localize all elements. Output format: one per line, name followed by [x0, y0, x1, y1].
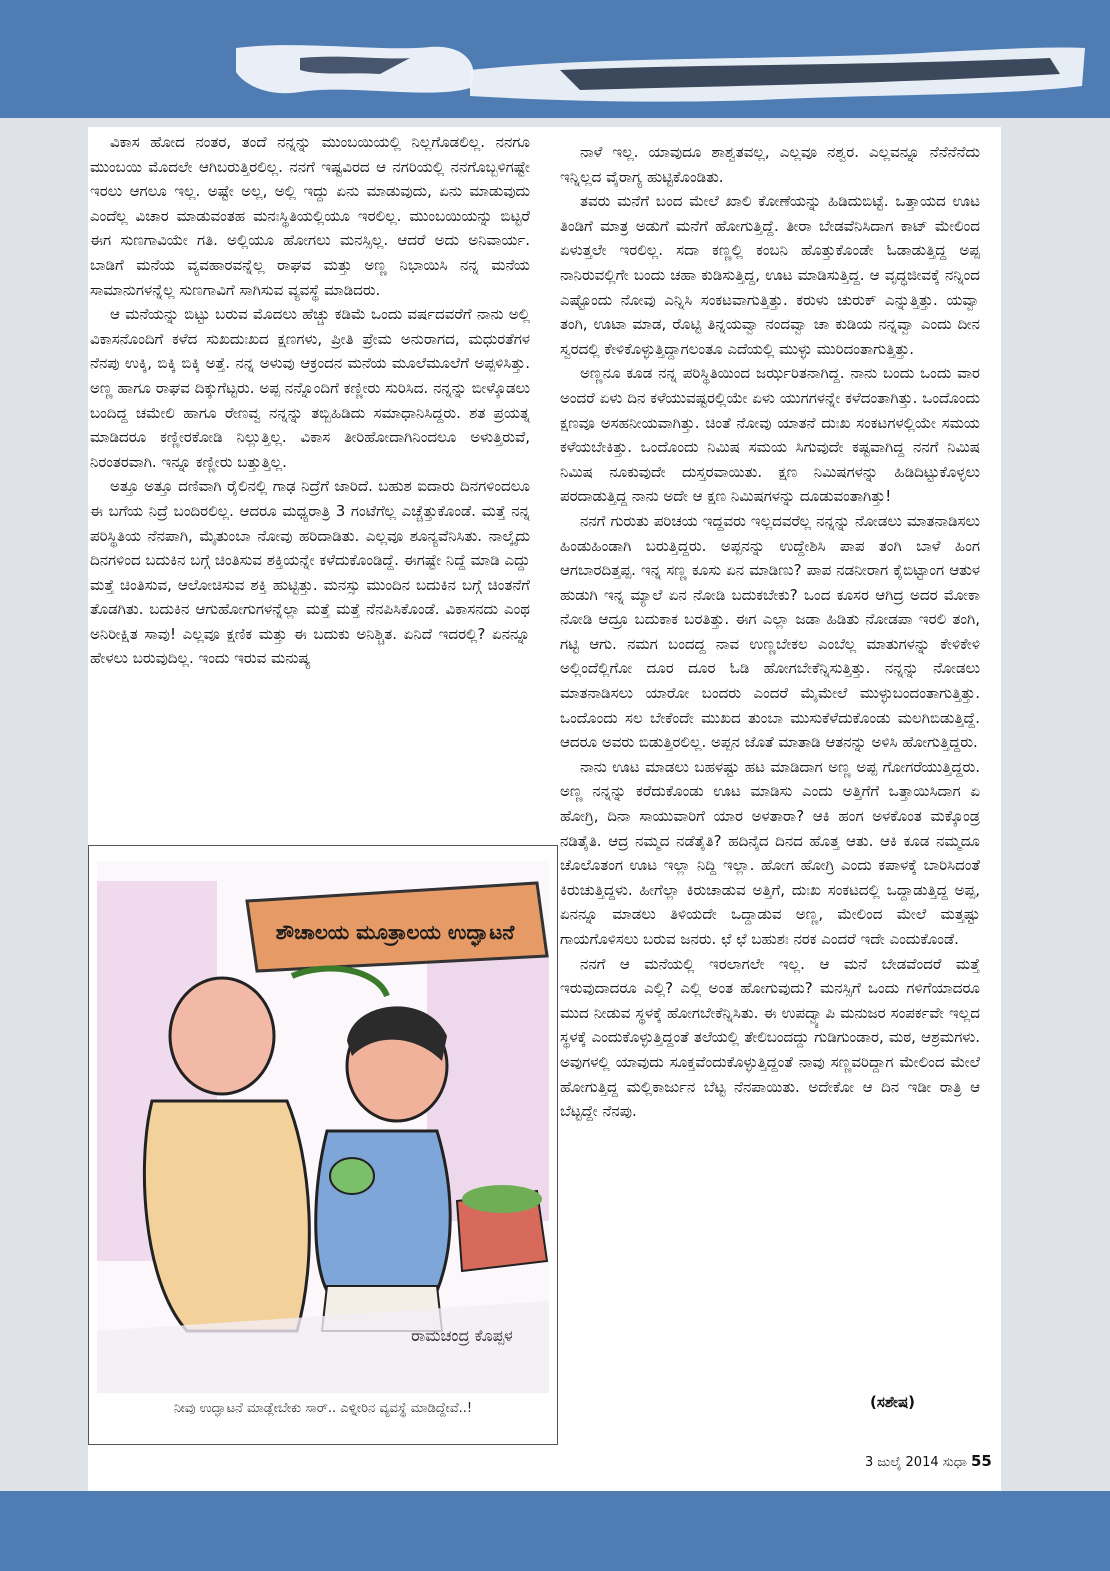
paragraph: ಅಣ್ಣನೂ ಕೂಡ ನನ್ನ ಪರಿಸ್ಥಿತಿಯಿಂದ ಜರ್ಝರಿತನಾಗಿದ್ದ. ನಾನು ಬಂದು ಒಂದು ವಾರ ಅಂದರೆ ಏಳು ದಿನ ಕಳೆಯುವಷ್ಟರಲ್ಲಿಯೇ ಏಳು ಯುಗಗಳನ್ನೇ ಕಳೆದಂತಾಗಿತ್ತು. ಒಂದೊಂದು ಕ್ಷಣವೂ ಅಸಹನೀಯವಾಗಿತ್ತು. ಚಿಂತೆ ನೋವು ಯಾತನೆ ದುಃಖ ಸಂಕಟಗಳಲ್ಲಿಯೇ ಸಮಯ ಕಳೆಯಬೇಕಿತ್ತು. ಒಂದೊಂದು ನಿಮಿಷ ಸಮಯ ಸಿಗುವುದೇ ಕಷ್ಟವಾಗಿದ್ದ ನನಗೆ ನಿಮಿಷ ನಿಮಿಷ ನೂಕುವುದೇ ದುಸ್ತರವಾಯಿತು. ಕ್ಷಣ ನಿಮಿಷಗಳನ್ನು ಹಿಡಿದಿಟ್ಟುಕೊಳ್ಳಲು ಪರದಾಡುತ್ತಿದ್ದ ನಾನು ಅದೇ ಆ ಕ್ಷಣ ನಿಮಿಷಗಳನ್ನು ದೂಡುವಂತಾಗಿತ್ತು!: [560, 364, 980, 506]
paragraph: ನನಗೆ ಗುರುತು ಪರಿಚಯ ಇದ್ದವರು ಇಲ್ಲದವರೆಲ್ಲ ನನ್ನನ್ನು ನೋಡಲು ಮಾತನಾಡಿಸಲು ಹಿಂಡುಹಿಂಡಾಗಿ ಬರುತ್ತಿದ್ದರು. ಅಪ್ಪನನ್ನು ಉದ್ದೇಶಿಸಿ ಪಾಪ ತಂಗಿ ಬಾಳೆ ಹಿಂಗ ಆಗಬಾರದಿತ್ತಪ್ಪ. ಇನ್ನ ಸಣ್ಣ ಕೂಸು ಏನ ಮಾಡಿಣು? ಪಾಪ ನಡನೀರಾಗ ಕೈಬಿಟ್ಟಾಂಗ ಆತುಳ ಹುಡುಗಿ ಇನ್ನ ಮ್ಯಾಲೆ ಏನ ನೋಡಿ ಬದುಕಬೇಕು? ಒಂದ ಕೂಸರ ಆಗಿದ್ರ ಅದರ ಮೋಕಾ ನೋಡಿ ಆದ್ರೂ ಬದುಕಾಕ ಬರತಿತ್ತು. ಈಗ ಎಲ್ಲಾ ಜಡಾ ಹಿಡಿತು ನೋಡಪಾ ಇರಲಿ ತಂಗಿ, ಗಟ್ಟಿ ಆಗು. ನಮಗ ಬಂದದ್ದ ನಾವ ಉಣ್ಣಬೇಕಲ ಎಂಬೆಲ್ಲ ಮಾತುಗಳನ್ನು ಕೇಳಿಕೇಳಿ ಅಲ್ಲಿಂದೆಲ್ಲಿಗೋ ದೂರ ದೂರ ಓಡಿ ಹೋಗಬೇಕೆನ್ನಿಸುತ್ತಿತ್ತು. ನನ್ನನ್ನು ನೋಡಲು ಮಾತನಾಡಿಸಲು ಯಾರೋ ಬಂದರು ಎಂದರೆ ಮೈಮೇಲೆ ಮುಳ್ಳುಬಂದಂತಾಗುತ್ತಿತ್ತು. ಒಂದೊಂದು ಸಲ ಬೇಕೆಂದೇ ಮುಖದ ತುಂಬಾ ಮುಸುಕೆಳೆದುಕೊಂಡು ಮಲಗಿಬಿಡುತ್ತಿದ್ದೆ. ಆದರೂ ಅವರು ಬಿಡುತ್ತಿರಲಿಲ್ಲ. ಅಪ್ಪನ ಜೊತೆ ಮಾತಾಡಿ ಆತನನ್ನು ಅಳಿಸಿ ಹೋಗುತ್ತಿದ್ದರು.: [560, 511, 980, 752]
cartoon-caption: ನೀವು ಉದ್ಘಾಟನೆ ಮಾಡ್ಲೇಬೇಕು ಸಾರ್.. ಎಳ್ನೀರಿನ ವ್ಯವಸ್ಥೆ ಮಾಡಿದ್ದೇವೆ..!: [173, 1401, 473, 1416]
paragraph: ಆ ಮನೆಯನ್ನು ಬಿಟ್ಟು ಬರುವ ಮೊದಲು ಹೆಚ್ಚು ಕಡಿಮೆ ಒಂದು ವರ್ಷದವರೆಗೆ ನಾನು ಅಲ್ಲಿ ವಿಕಾಸನೊಂದಿಗೆ ಕಳೆದ ಸುಖದುಃಖದ ಕ್ಷಣಗಳು, ಪ್ರೀತಿ ಪ್ರೇಮ ಅನುರಾಗದ, ಮಧುರತೆಗಳ ನೆನಪು ಉಕ್ಕಿ, ಬಿಕ್ಕಿ ಬಿಕ್ಕಿ ಅತ್ತೆ. ನನ್ನ ಅಳುವು ಆಕ್ರಂದನ ಮನೆಯ ಮೂಲೆಮೂಲೆಗೆ ಅಪ್ಪಳಿಸಿತ್ತು. ಅಣ್ಣ ಹಾಗೂ ರಾಘವ ದಿಕ್ಕುಗೆಟ್ಟರು. ಅಪ್ಪ ನನ್ನೊಂದಿಗೆ ಕಣ್ಣೀರು ಸುರಿಸಿದ. ನನ್ನನ್ನು ಬೀಳ್ಕೊಡಲು ಬಂದಿದ್ದ ಚಮೇಲಿ ಹಾಗೂ ರೇಣವ್ವ ನನ್ನನ್ನು ತಬ್ಬಿಹಿಡಿದು ಸಮಾಧಾನಿಸಿದ್ದರು. ಶತ ಪ್ರಯತ್ನ ಮಾಡಿದರೂ ಕಣ್ಣೀರಕೋಡಿ ನಿಲ್ಲುತ್ತಿಲ್ಲ. ವಿಕಾಸ ತೀರಿಹೋದಾಗಿನಿಂದಲೂ ಅಳುತ್ತಿರುವೆ, ನಿರಂತರವಾಗಿ. ಇನ್ನೂ ಕಣ್ಣೀರು ಬತ್ತುತ್ತಿಲ್ಲ.: [90, 305, 530, 471]
page-number: 55: [970, 1452, 992, 1470]
paragraph: ತವರು ಮನೆಗೆ ಬಂದ ಮೇಲೆ ಖಾಲಿ ಕೋಣೆಯನ್ನು ಹಿಡಿದುಬಿಟ್ಟೆ. ಒತ್ತಾಯದ ಊಟ ತಿಂಡಿಗೆ ಮಾತ್ರ ಅಡುಗೆ ಮನೆಗೆ ಹೋಗುತ್ತಿದ್ದೆ. ತೀರಾ ಬೇಡವೆನಿಸಿದಾಗ ಕಾಟ್ ಮೇಲಿಂದ ಏಳುತ್ತಲೇ ಇರಲಿಲ್ಲ. ಸದಾ ಕಣ್ಣಲ್ಲಿ ಕಂಬನಿ ಹೊತ್ತುಕೊಂಡೇ ಓಡಾಡುತ್ತಿದ್ದ ಅಪ್ಪ ನಾನಿರುವಲ್ಲಿಗೇ ಬಂದು ಚಹಾ ಕುಡಿಸುತ್ತಿದ್ದ, ಊಟ ಮಾಡಿಸುತ್ತಿದ್ದ. ಆ ವೃದ್ಧಜೀವಕ್ಕೆ ನನ್ನಿಂದ ಎಷ್ಟೊಂದು ನೋವು ಎನ್ನಿಸಿ ಸಂಕಟವಾಗುತ್ತಿತ್ತು. ಕರುಳು ಚುರುಕ್ ಎನ್ನುತ್ತಿತ್ತು. ಯವ್ವಾ ತಂಗಿ, ಊಟಾ ಮಾಡ, ರೊಟ್ಟಿ ತಿನ್ನಯವ್ವಾ ನಂದವ್ವಾ ಚಾ ಕುಡಿಯ ನನ್ನವ್ವಾ ಎಂದು ದೀನ ಸ್ವರದಲ್ಲಿ ಕೇಳಿಕೊಳ್ಳುತ್ತಿದ್ದಾಗಲಂತೂ ಎದೆಯಲ್ಲಿ ಮುಳ್ಳು ಮುರಿದಂತಾಗುತ್ತಿತ್ತು.: [560, 192, 980, 358]
brush-swoosh-decoration: [0, 0, 1110, 118]
article-right-column: [560, 140, 980, 1124]
paragraph: ನನಗೆ ಆ ಮನೆಯಲ್ಲಿ ಇರಲಾಗಲೇ ಇಲ್ಲ. ಆ ಮನೆ ಬೇಡವೆಂದರೆ ಮತ್ತೆ ಇರುವುದಾದರೂ ಎಲ್ಲಿ? ಎಲ್ಲಿ ಅಂತ ಹೋಗುವುದು? ಮನಸ್ಸಿಗೆ ಒಂದು ಗಳಿಗೆಯಾದರೂ ಮುದ ನೀಡುವ ಸ್ಥಳಕ್ಕೆ ಹೋಗಬೇಕೆನ್ನಿಸಿತು. ಈ ಉಪದ್ವ್ಯಾಪಿ ಮನುಜರ ಸಂಪರ್ಕವೇ ಇಲ್ಲದ ಸ್ಥಳಕ್ಕೆ ಎಂದುಕೊಳ್ಳುತ್ತಿದ್ದಂತೆ ತಲೆಯಲ್ಲಿ ತೇಲಿಬಂದದ್ದು ಗುಡಿಗುಂಡಾರ, ಮಠ, ಆಶ್ರಮಗಳು. ಅವುಗಳಲ್ಲಿ ಯಾವುದು ಸೂಕ್ತವೆಂದುಕೊಳ್ಳುತ್ತಿದ್ದಂತೆ ನಾವು ಸಣ್ಣವರಿದ್ದಾಗ ಮೇಲಿಂದ ಮೇಲೆ ಹೋಗುತ್ತಿದ್ದ ಮಲ್ಲಿಕಾರ್ಜುನ ಬೆಟ್ಟ ನೆನಪಾಯಿತು. ಅದೇಕೋ ಆ ದಿನ ಇಡೀ ರಾತ್ರಿ ಆ ಬೆಟ್ಟದ್ದೇ ನೆನಪು.: [560, 954, 980, 1121]
paragraph: ನಾನು ಊಟ ಮಾಡಲು ಬಹಳಷ್ಟು ಹಟ ಮಾಡಿದಾಗ ಅಣ್ಣ ಅಪ್ಪ ಗೋಗರೆಯುತ್ತಿದ್ದರು. ಅಣ್ಣ ನನ್ನನ್ನು ಕರೆದುಕೊಂಡು ಊಟ ಮಾಡಿಸು ಎಂದು ಅತ್ತಿಗೆಗೆ ಒತ್ತಾಯಿಸಿದಾಗ ಏ ಹೋಗ್ರಿ, ದಿನಾ ಸಾಯುವಾರಿಗೆ ಯಾರ ಅಳತಾರಾ? ಆಕಿ ಹಂಗ ಅಳಕೊಂತ ಮಕ್ಕೊಂಡ್ರ ನಡಿತೈತಿ. ಆದ್ರ ನಮ್ಮದ ನಡೆತೈತಿ? ಹದಿನೈದ ದಿನದ ಹೊತ್ತ ಆತು. ಆಕಿ ಕೂಡ ನಮ್ಮದೂ ಚೊಲೊತಂಗ ಊಟ ಇಲ್ಲಾ ನಿದ್ದಿ ಇಲ್ಲಾ. ಹೋಗ ಹೋಗ್ರಿ ಎಂದು ಕಪಾಳಕ್ಕೆ ಬಾರಿಸಿದಂತೆ ಕಿರುಚುತ್ತಿದ್ದಳು. ಹೀಗೆಲ್ಲಾ ಕಿರುಚಾಡುವ ಅತ್ತಿಗೆ, ದುಃಖ ಸಂಕಟದಲ್ಲಿ ಒದ್ದಾಡುತ್ತಿದ್ದ ಅಪ್ಪ, ಏನನ್ನೂ ಮಾಡಲು ತಿಳಿಯದೇ ಒದ್ದಾಡುವ ಅಣ್ಣ, ಮೇಲಿಂದ ಮೇಲೆ ಮತ್ತಷ್ಟು ಗಾಯಗೊಳಿಸಲು ಬರುವ ಜನರು. ಛೆ ಛೆ ಬಹುಶಃ ನರಕ ಎಂದರೆ ಇದೇ ಎಂದುಕೊಂಡೆ.: [560, 757, 980, 948]
paragraph: ವಿಕಾಸ ಹೋದ ನಂತರ, ತಂದೆ ನನ್ನನ್ನು ಮುಂಬಯಿಯಲ್ಲಿ ನಿಲ್ಲಗೊಡಲಿಲ್ಲ. ನನಗೂ ಮುಂಬಯಿ ಮೊದಲೇ ಆಗಿಬರುತ್ತಿರಲಿಲ್ಲ. ನನಗೆ ಇಷ್ಟವಿರದ ಆ ನಗರಿಯಲ್ಲಿ ನನಗೊಬ್ಬಳಿಗಷ್ಟೇ ಇರಲು ಆಗಲೂ ಇಲ್ಲ. ಅಷ್ಟೇ ಅಲ್ಲ, ಅಲ್ಲಿ ಇದ್ದು ಏನು ಮಾಡುವುದು, ಏನು ಮಾಡುವುದು ಎಂದೆಲ್ಲ ವಿಚಾರ ಮಾಡುವಂತಹ ಮನಃಸ್ಥಿತಿಯಲ್ಲಿಯೂ ಇರಲಿಲ್ಲ. ಮುಂಬಯಿಯನ್ನು ಬಿಟ್ಟರೆ ಈಗ ಸುಣಗಾವಿಯೇ ಗತಿ. ಅಲ್ಲಿಯೂ ಹೋಗಲು ಮನಸ್ಸಿಲ್ಲ. ಆದರೆ ಅದು ಅನಿವಾರ್ಯ. ಬಾಡಿಗೆ ಮನೆಯ ವ್ಯವಹಾರವನ್ನೆಲ್ಲ ರಾಘವ ಮತ್ತು ಅಣ್ಣ ನಿಭಾಯಿಸಿ ನನ್ನ ಮನೆಯ ಸಾಮಾನುಗಳನ್ನೆಲ್ಲ ಸುಣಗಾವಿಗೆ ಸಾಗಿಸುವ ವ್ಯವಸ್ಥೆ ಮಾಡಿದರು.: [90, 133, 530, 299]
cartoon-box: [88, 845, 558, 1445]
continued-label: (ಸಶೇಷ): [870, 1393, 916, 1411]
tender-coconut: [330, 1158, 374, 1194]
article-left-column: [90, 130, 530, 671]
artist-signature: ರಾಮಚಂದ್ರ ಕೊಪ್ಪಳ: [411, 1326, 513, 1345]
issue-date: 3 ಜುಲೈ 2014: [865, 1455, 939, 1470]
banner-text: ಶೌಚಾಲಯ ಮೂತ್ರಾಲಯ ಉದ್ಘಾಟನೆ: [275, 920, 515, 944]
paragraph: ನಾಳೆ ಇಲ್ಲ. ಯಾವುದೂ ಶಾಶ್ವತವಲ್ಲ, ಎಲ್ಲವೂ ನಶ್ವರ. ಎಲ್ಲವನ್ನೂ ನೆನೆನೆನೆದು ಇನ್ನಿಲ್ಲದ ವೈರಾಗ್ಯ ಹುಟ್ಟಿಕೊಂಡಿತು.: [560, 143, 980, 186]
minister-body: [144, 1101, 309, 1331]
vendor-shirt: [316, 1131, 450, 1291]
cartoon-illustration: [97, 861, 549, 1393]
bottom-banner: [0, 1491, 1110, 1571]
coconut-pile: [462, 1185, 542, 1213]
minister-head: [170, 978, 274, 1094]
magazine-name: ಸುಧಾ: [942, 1455, 967, 1470]
paragraph: ಅತ್ತೂ ಅತ್ತೂ ದಣಿವಾಗಿ ರೈಲಿನಲ್ಲಿ ಗಾಢ ನಿದ್ರೆಗೆ ಜಾರಿದೆ. ಬಹುಶ ಐದಾರು ದಿನಗಳಿಂದಲೂ ಈ ಬಗೆಯ ನಿದ್ರೆ ಬಂದಿರಲಿಲ್ಲ. ಆದರೂ ಮಧ್ಯರಾತ್ರಿ 3 ಗಂಟೆಗೆಲ್ಲ ಎಚ್ಚೆತ್ತುಕೊಂಡೆ. ಮತ್ತೆ ನನ್ನ ಪರಿಸ್ಥಿತಿಯ ನೆನಪಾಗಿ, ಮೈತುಂಬಾ ನೋವು ಹರಿದಾಡಿತು. ಎಲ್ಲವೂ ಶೂನ್ಯವೆನಿಸಿತು. ನಾಲ್ಕೈದು ದಿನಗಳಿಂದ ಬದುಕಿನ ಬಗ್ಗೆ ಚಿಂತಿಸುವ ಶಕ್ತಿಯನ್ನೇ ಕಳೆದುಕೊಂಡಿದ್ದೆ. ಈಗಷ್ಟೇ ನಿದ್ದೆ ಮಾಡಿ ಎದ್ದು ಮತ್ತೆ ಚಿಂತಿಸುವ, ಆಲೋಚಿಸುವ ಶಕ್ತಿ ಹುಟ್ಟಿತ್ತು. ಮನಸ್ಸು ಮುಂದಿನ ಬದುಕಿನ ಬಗ್ಗೆ ಚಿಂತನೆಗೆ ತೊಡಗಿತು. ಬದುಕಿನ ಆಗುಹೋಗುಗಳನ್ನೆಲ್ಲಾ ಮತ್ತೆ ಮತ್ತೆ ನೆನಪಿಸಿಕೊಂಡೆ. ವಿಕಾಸನದು ಎಂಥ ಅನಿರೀಕ್ಷಿತ ಸಾವು! ಎಲ್ಲವೂ ಕ್ಷಣಿಕ ಮತ್ತು ಈ ಬದುಕು ಅನಿಶ್ಚಿತ. ಏನಿದೆ ಇದರಲ್ಲಿ? ಏನನ್ನೂ ಹೇಳಲು ಬರುವುದಿಲ್ಲ. ಇಂದು ಇರುವ ಮನುಷ್ಯ: [90, 477, 530, 668]
page-footer: [865, 1452, 992, 1470]
